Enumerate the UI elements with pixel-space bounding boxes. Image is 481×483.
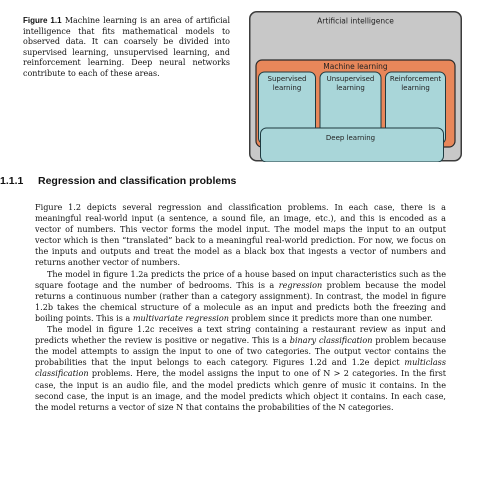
ml-label: Machine learning — [323, 62, 388, 71]
deep-learning-label: Deep learning — [325, 134, 376, 142]
paragraph-2-part-c: problem since it predicts more than one number. — [228, 312, 433, 323]
paragraph-3 — [35, 324, 446, 413]
paragraph-2-part-a: The model in figure 1.2a predicts the price of a house based on input characteristics such as the square footage and the number of bedrooms. This is a — [35, 268, 446, 290]
paragraph-2-part-b: problem because the model returns a continuous number (rather than a category assignment). In contrast, the model in figure 1.2b takes the chemical structure of a molecule as an input and predicts both the freezing and boiling points. This is a — [35, 279, 447, 323]
unsupervised-label-line2: learning — [336, 84, 365, 92]
paragraph-2 — [35, 269, 446, 324]
term-binary-classification: binary classification — [289, 335, 373, 346]
term-multiclass-classification: multiclass classification — [35, 357, 446, 379]
term-multivariate-regression: multivariate regression — [132, 312, 229, 323]
paragraph-1: Figure 1.2 depicts several regression and classification problems. In each case, there is a meaningful real-world input (a sentence, a sound file, an image, etc.), and this is encoded as a vector of numbers. This vector forms the model input. The model maps the input to an output vector which is then “translated” back to a meaningful real-world prediction. For now, we focus on the inputs and outputs and treat the model as a black box that ingests a vector of numbers and returns another vector of numbers. — [35, 202, 446, 268]
ai-venn-figure — [249, 11, 462, 162]
supervised-label-line2: learning — [272, 84, 302, 92]
ai-label: Artificial intelligence — [317, 16, 394, 26]
body-text — [35, 202, 446, 413]
ai-diagram-svg — [249, 11, 462, 162]
figure-caption — [23, 16, 230, 80]
paragraph-3-part-c: problems. Here, the model assigns the input to one of N > 2 categories. In the first case, the input is an audio file, and the model predicts which genre of music it contains. In the second case, the input is an image, and the model predicts which object it contains. In each case, the model returns a vector of size N that contains the probabilities of the N categories. — [35, 368, 446, 412]
section-number: 1.1.1 — [0, 175, 24, 187]
section-title: Regression and classification problems — [38, 175, 237, 187]
reinforcement-label-line2: learning — [401, 84, 430, 92]
unsupervised-label-line1: Unsupervised — [326, 75, 375, 83]
paragraph-3-part-b: problem because the model attempts to assign the input to one of two categories. The output vector contains the probabilities that the input belongs to each category. Figures 1.2d and 1.2e depict — [35, 335, 446, 368]
supervised-label-line1: Supervised — [267, 75, 307, 83]
term-regression: regression — [278, 279, 323, 290]
caption-text: Machine learning is an area of artificial intelligence that fits mathematical models to observed data. It can coarsely be divided into supervised learning, unsupervised learning, and reinforcement learning. Deep neural networks contribute to each of these areas. — [23, 16, 231, 78]
paragraph-3-part-a: The model in figure 1.2c receives a text string containing a restaurant review as input and predicts whether the review is positive or negative. This is a — [35, 324, 446, 346]
reinforcement-label-line1: Reinforcement — [389, 75, 442, 83]
caption-label: Figure 1.1 — [23, 16, 62, 25]
section-heading — [0, 175, 481, 187]
